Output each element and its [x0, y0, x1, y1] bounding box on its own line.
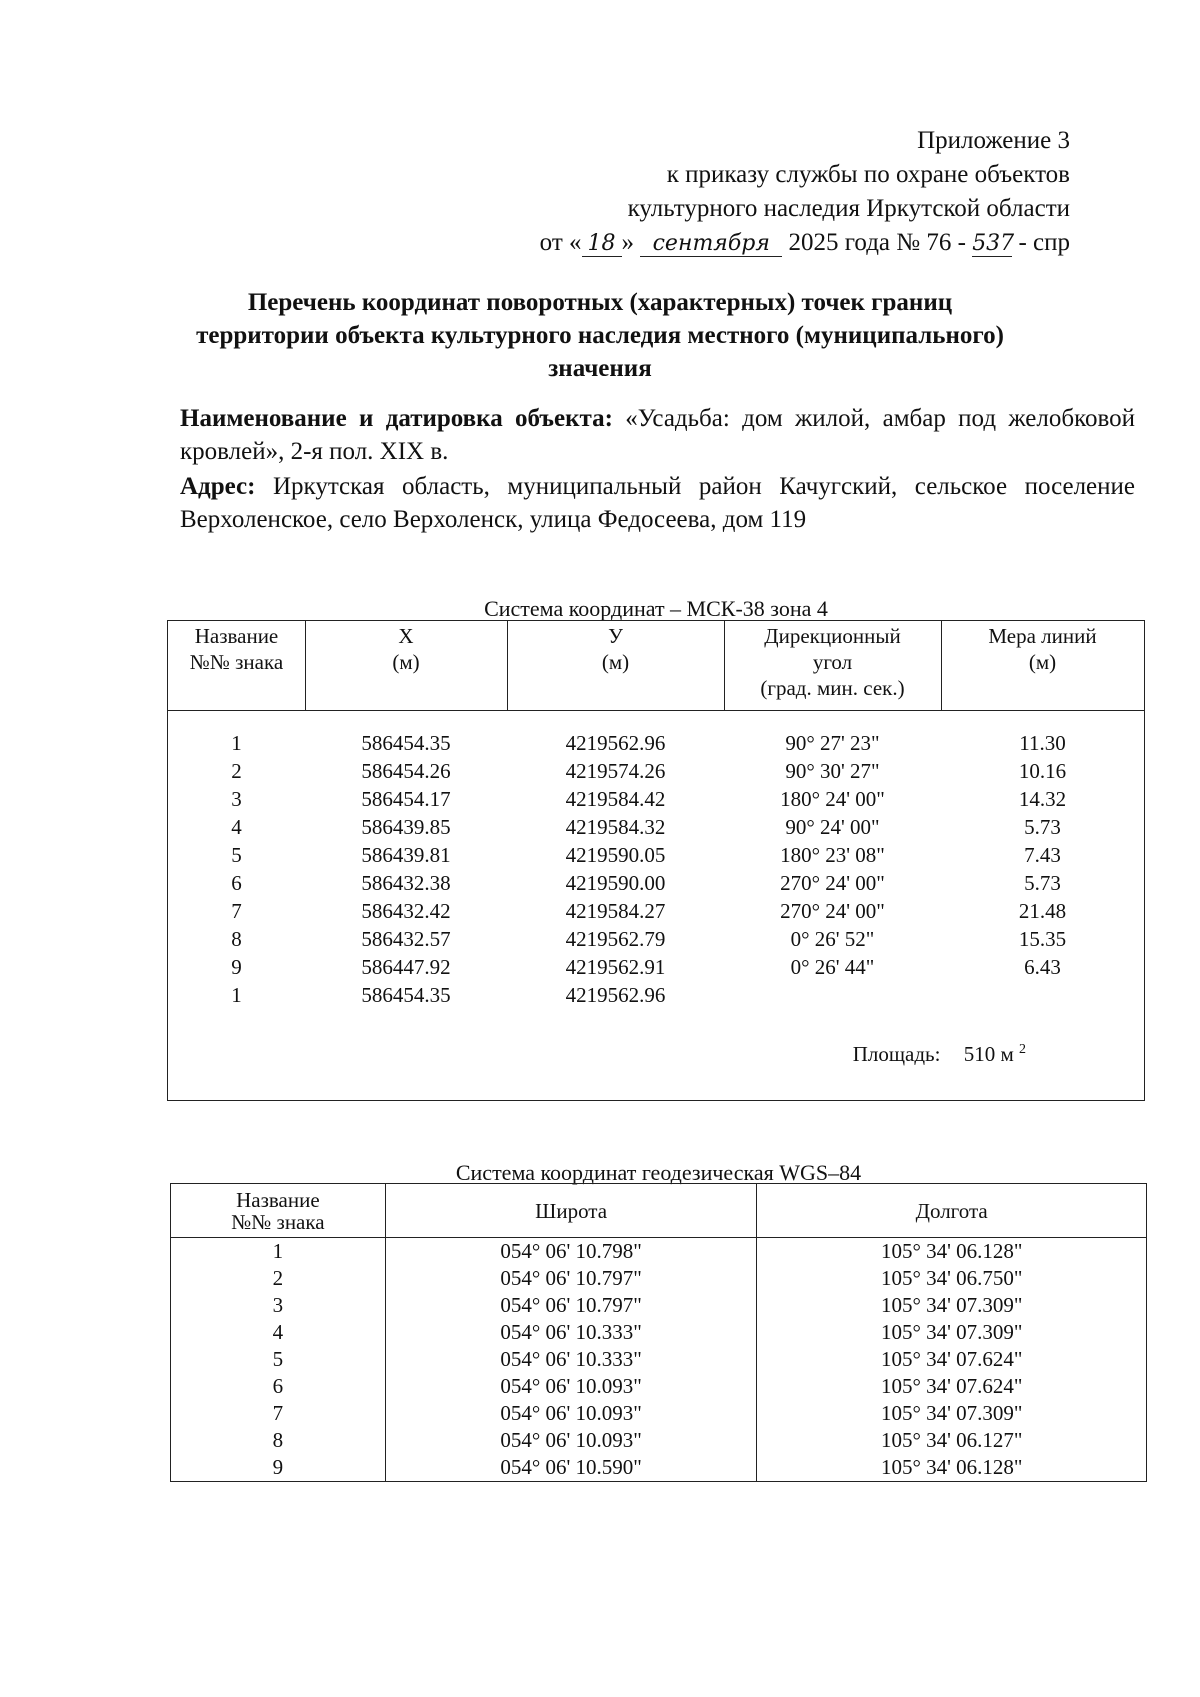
cell-lon: 105° 34' 07.624" — [757, 1373, 1147, 1400]
order-authority: культурного наследия Иркутской области — [627, 195, 1070, 222]
object-name-label: Наименование и датировка объекта: — [180, 405, 613, 432]
cell-y: 4219590.00 — [565, 871, 666, 895]
table-row — [168, 981, 1144, 1009]
year-and-order: 2025 года № 76 - — [788, 229, 966, 256]
cell-n: 8 — [231, 927, 242, 951]
table-row — [168, 757, 1144, 785]
cell-lon: 105° 34' 06.750" — [757, 1265, 1147, 1292]
table-row — [171, 1292, 1147, 1319]
cell-angle: 180° 23' 08" — [780, 843, 885, 867]
address-label: Адрес: — [180, 473, 256, 500]
cell-lat: 054° 06' 10.590" — [385, 1454, 757, 1482]
cell-y: 4219584.42 — [565, 787, 666, 811]
cell-angle: 270° 24' 00" — [780, 871, 885, 895]
table-row — [171, 1319, 1147, 1346]
date-mid: » — [621, 229, 635, 256]
header-y: У (м) — [601, 624, 630, 674]
object-info — [180, 402, 1135, 536]
table-row — [168, 785, 1144, 813]
cell-x: 586432.38 — [361, 871, 451, 895]
cell-n: 1 — [231, 731, 242, 755]
cell-y: 4219574.26 — [565, 759, 666, 783]
cell-y: 4219562.79 — [565, 927, 666, 951]
cell-len: 21.48 — [1018, 899, 1067, 923]
cell-n: 1 — [171, 1238, 386, 1266]
msk38-coordinates-table — [167, 620, 1145, 1101]
cell-lon: 105° 34' 07.309" — [757, 1292, 1147, 1319]
cell-lat: 054° 06' 10.333" — [385, 1319, 757, 1346]
table-row — [168, 841, 1144, 869]
cell-len: 7.43 — [1024, 843, 1061, 867]
title-line-3: значения — [548, 355, 652, 382]
cell-len: 5.73 — [1024, 871, 1061, 895]
table1-header — [168, 621, 1144, 711]
handwritten-month: сентября — [640, 232, 782, 257]
order-suffix: - спр — [1018, 229, 1070, 256]
cell-angle: 180° 24' 00" — [780, 787, 885, 811]
cell-n: 7 — [231, 899, 242, 923]
cell-lat: 054° 06' 10.093" — [385, 1427, 757, 1454]
cell-y: 4219562.91 — [565, 955, 666, 979]
document-title — [150, 286, 1050, 385]
cell-x: 586439.81 — [361, 843, 451, 867]
cell-y: 4219562.96 — [565, 731, 666, 755]
table-row — [171, 1346, 1147, 1373]
object-name-value: «Усадьба: дом жилой, амбар под желобковой кровлей», 2-я пол. XIX в. — [180, 405, 1135, 465]
table-row — [171, 1427, 1147, 1454]
cell-n: 6 — [171, 1373, 386, 1400]
table-row — [168, 869, 1144, 897]
handwritten-order-number: 537 — [972, 231, 1015, 256]
cell-n: 2 — [171, 1265, 386, 1292]
area-label: Площадь: — [852, 1042, 941, 1066]
table2-header — [171, 1184, 1147, 1238]
cell-n: 3 — [231, 787, 242, 811]
table-row — [168, 953, 1144, 981]
header-line-length: Мера линий (м) — [988, 624, 1097, 674]
cell-y: 4219584.27 — [565, 899, 666, 923]
cell-y: 4219562.96 — [565, 983, 666, 1007]
cell-x: 586447.92 — [361, 955, 451, 979]
cell-n: 2 — [231, 759, 242, 783]
cell-n: 4 — [171, 1319, 386, 1346]
wgs84-coordinates-table — [170, 1183, 1147, 1482]
cell-lon: 105° 34' 06.127" — [757, 1427, 1147, 1454]
area-unit-superscript: 2 — [1019, 1042, 1026, 1057]
cell-lat: 054° 06' 10.093" — [385, 1400, 757, 1427]
header-direction-angle: Дирекционный угол (град. мин. сек.) — [760, 624, 905, 700]
date-prefix: от « — [539, 229, 582, 256]
order-reference: к приказу службы по охране объектов — [666, 161, 1070, 188]
table2-caption: Система координат геодезическая WGS–84 — [455, 1160, 862, 1185]
cell-angle: 0° 26' 52" — [790, 927, 875, 951]
cell-x: 586439.85 — [361, 815, 451, 839]
cell-n: 1 — [231, 983, 242, 1007]
address-value: Иркутская область, муниципальный район Качугский, сельское поселение Верхоленское, село Верхоленск, улица Федосеева, дом 119 — [180, 473, 1136, 533]
header-point-name: Название №№ знака — [189, 624, 284, 674]
cell-len: 15.35 — [1018, 927, 1067, 951]
table-row — [168, 729, 1144, 757]
cell-lat: 054° 06' 10.333" — [385, 1346, 757, 1373]
header-x: X (м) — [392, 624, 420, 674]
header-latitude: Широта — [385, 1184, 757, 1238]
table-row — [168, 813, 1144, 841]
cell-angle: 90° 27' 23" — [785, 731, 880, 755]
object-address — [180, 470, 1135, 536]
table-row — [171, 1238, 1147, 1266]
cell-n: 3 — [171, 1292, 386, 1319]
appendix-number: Приложение 3 — [917, 127, 1070, 154]
cell-len: 10.16 — [1018, 759, 1067, 783]
area-value: 510 м — [963, 1042, 1014, 1066]
cell-angle: 90° 30' 27" — [785, 759, 880, 783]
cell-y: 4219584.32 — [565, 815, 666, 839]
cell-len: 6.43 — [1024, 955, 1061, 979]
handwritten-day: 18 — [582, 232, 622, 257]
cell-x: 586454.35 — [361, 983, 451, 1007]
cell-x: 586454.17 — [361, 787, 451, 811]
cell-x: 586432.57 — [361, 927, 451, 951]
cell-angle: 90° 24' 00" — [785, 815, 880, 839]
cell-lon: 105° 34' 07.309" — [757, 1319, 1147, 1346]
table-row — [168, 897, 1144, 925]
cell-x: 586454.26 — [361, 759, 451, 783]
header-longitude: Долгота — [757, 1184, 1147, 1238]
title-line-2: территории объекта культурного наследия местного (муниципального) — [196, 322, 1004, 349]
cell-n: 9 — [231, 955, 242, 979]
cell-angle: 0° 26' 44" — [790, 955, 875, 979]
cell-len: 14.32 — [1018, 787, 1067, 811]
cell-lon: 105° 34' 07.309" — [757, 1400, 1147, 1427]
cell-n: 8 — [171, 1427, 386, 1454]
order-date-line — [540, 226, 1070, 260]
cell-n: 7 — [171, 1400, 386, 1427]
cell-lat: 054° 06' 10.797" — [385, 1265, 757, 1292]
title-line-1: Перечень координат поворотных (характерных) точек границ — [247, 289, 953, 316]
cell-n: 5 — [171, 1346, 386, 1373]
area-summary — [853, 1042, 1026, 1067]
header-point-name: Название №№ знака — [171, 1184, 386, 1238]
cell-x: 586432.42 — [361, 899, 451, 923]
cell-lat: 054° 06' 10.798" — [385, 1238, 757, 1266]
cell-lat: 054° 06' 10.093" — [385, 1373, 757, 1400]
table-row — [171, 1373, 1147, 1400]
cell-len: 5.73 — [1024, 815, 1061, 839]
cell-lon: 105° 34' 06.128" — [757, 1454, 1147, 1482]
cell-lon: 105° 34' 06.128" — [757, 1238, 1147, 1266]
cell-lon: 105° 34' 07.624" — [757, 1346, 1147, 1373]
table-row — [171, 1400, 1147, 1427]
object-name — [180, 402, 1135, 468]
table-row — [168, 925, 1144, 953]
appendix-header — [540, 124, 1070, 260]
cell-n: 9 — [171, 1454, 386, 1482]
cell-len: 11.30 — [1019, 731, 1066, 755]
table-row — [171, 1454, 1147, 1482]
cell-y: 4219590.05 — [565, 843, 666, 867]
cell-n: 5 — [231, 843, 242, 867]
cell-n: 6 — [231, 871, 242, 895]
cell-x: 586454.35 — [361, 731, 451, 755]
cell-n: 4 — [231, 815, 242, 839]
table-row — [171, 1265, 1147, 1292]
cell-angle: 270° 24' 00" — [780, 899, 885, 923]
cell-lat: 054° 06' 10.797" — [385, 1292, 757, 1319]
table1-caption: Система координат – МСК-38 зона 4 — [484, 596, 828, 621]
